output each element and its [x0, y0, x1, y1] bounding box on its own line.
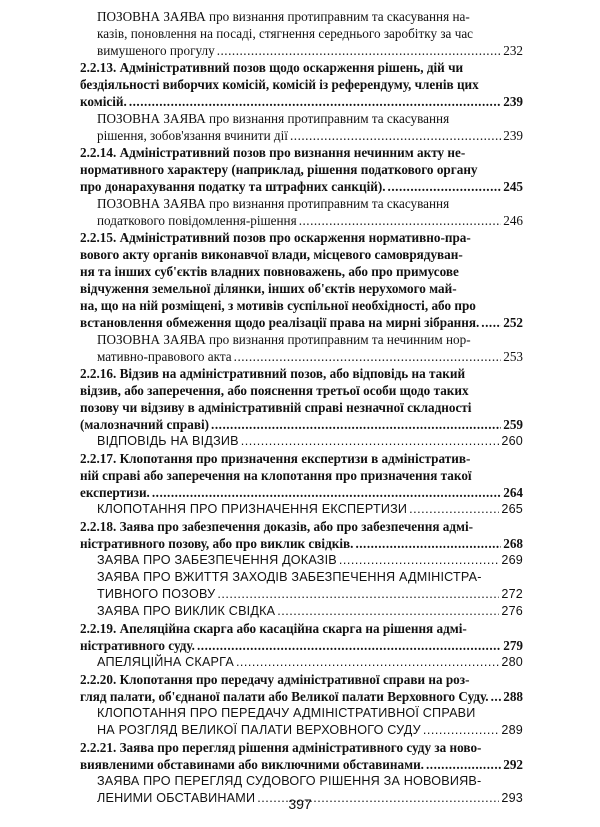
dot-leader	[290, 127, 501, 144]
dot-leader	[388, 178, 502, 195]
toc-page-number: 239	[503, 128, 523, 143]
toc-entry-text: ЗАЯВА ПРО ЗАБЕЗПЕЧЕННЯ ДОКАЗІВ	[97, 553, 337, 567]
toc-entry-text: КЛОПОТАННЯ ПРО ПЕРЕДАЧУ АДМІНІСТРАТИВНОЇ СПРАВИ	[97, 706, 476, 720]
toc-entry-last-line	[97, 212, 523, 229]
toc-entry-text: 2.2.19. Апеляційна скарга або касаційна скарга на рішення адмі-	[80, 621, 467, 636]
dot-leader	[211, 416, 501, 433]
page-number: 397	[288, 796, 312, 812]
toc-page-number: 245	[503, 179, 523, 194]
dot-leader	[129, 93, 501, 110]
dot-leader	[423, 722, 500, 739]
toc-entry-text: ня та інших суб'єктів владних повноважень, або про примусове	[80, 264, 459, 279]
dot-leader	[217, 42, 502, 59]
toc-page-number: 276	[501, 604, 523, 618]
toc-entry-text: ЗАЯВА ПРО ВИКЛИК СВІДКА	[97, 604, 276, 618]
toc-entry-last-line	[97, 127, 523, 144]
toc-page-number: 280	[501, 655, 523, 669]
toc-entry-text: 2.2.16. Відзив на адміністративний позов, або відповідь на такий	[80, 366, 466, 381]
toc-entry-text: ЛЕНИМИ ОБСТАВИНАМИ	[97, 791, 256, 805]
dot-leader	[481, 314, 501, 331]
toc-page-number: 268	[503, 536, 523, 551]
toc-entry-text: 2.2.21. Заява про перегляд рішення адміністративного суду за ново-	[80, 740, 482, 755]
toc-entry-last-line	[97, 501, 523, 518]
toc-entry-last-line	[80, 416, 523, 433]
toc-page-number: 264	[503, 485, 523, 500]
toc-entry-text: ВІДПОВІДЬ НА ВІДЗИВ	[97, 434, 239, 448]
toc-entry-last-line	[80, 484, 523, 501]
toc-entry-text: ПОЗОВНА ЗАЯВА про визнання протиправним та нечинним нор-	[97, 332, 471, 347]
toc-entry-text: 2.2.20. Клопотання про передачу адміністративної справи на роз-	[80, 672, 470, 687]
toc-entry-last-line	[97, 722, 523, 739]
toc-page-number: 289	[501, 723, 523, 737]
toc-entry-last-line	[97, 552, 523, 569]
toc-entry-text: гляд палати, об'єднаної палати або Великої палати Верховного Суду.	[80, 689, 489, 704]
toc-page-number: 260	[501, 434, 523, 448]
toc-entry-text: відчуження земельної ділянки, інших об'єктів нерухомого май-	[80, 281, 457, 296]
toc-entry-text: бездіяльності виборчих комісій, комісій із референдуму, членів цих	[80, 77, 479, 92]
toc-entry-text: експертизи.	[80, 485, 150, 500]
toc-entry-text: 2.2.18. Заява про забезпечення доказів, або про забезпечення адмі-	[80, 519, 474, 534]
toc-entry-text: ністративного позову, або про виклик свідків.	[80, 536, 354, 551]
toc-entry-last-line	[80, 688, 523, 705]
dot-leader	[277, 603, 499, 620]
toc-entry-last-line	[80, 637, 523, 654]
toc-entry-last-line	[80, 314, 523, 331]
toc-page-number: 239	[503, 94, 523, 109]
toc-entry-last-line	[80, 535, 523, 552]
dot-leader	[234, 348, 502, 365]
toc-entry-text: НА РОЗГЛЯД ВЕЛИКОЇ ПАЛАТИ ВЕРХОВНОГО СУДУ	[97, 723, 421, 737]
toc-entry-text: ПОЗОВНА ЗАЯВА про визнання протиправним та скасування	[97, 111, 450, 126]
toc-entry-text: про донарахування податку та штрафних санкцій).	[80, 179, 386, 194]
toc-entry-text: рішення, зобов'язання вчинити дії	[97, 128, 288, 143]
toc-entry-text: 2.2.17. Клопотання про призначення експертизи в адміністратив-	[80, 451, 471, 466]
toc-entry-text: комісій.	[80, 94, 127, 109]
toc-page-number: 272	[501, 587, 523, 601]
toc-entry-last-line	[97, 586, 523, 603]
toc-entry-text: (малозначний справі)	[80, 417, 210, 432]
toc-entry-text: відзив, або заперечення, або пояснення третьої особи щодо таких	[80, 383, 469, 398]
dot-leader	[355, 535, 501, 552]
toc-entry-text: ПОЗОВНА ЗАЯВА про визнання протиправним та скасування	[97, 196, 450, 211]
toc-page-number: 292	[503, 757, 523, 772]
toc-entry-last-line	[97, 654, 523, 671]
toc-entry-text: ПОЗОВНА ЗАЯВА про визнання протиправним та скасування на-	[97, 9, 470, 24]
toc-entry-text: ЗАЯВА ПРО ПЕРЕГЛЯД СУДОВОГО РІШЕННЯ ЗА НОВОВИЯВ-	[97, 774, 482, 788]
dot-leader	[409, 501, 499, 518]
toc-entry-text: виявленими обставинами або виключними обставинами.	[80, 757, 424, 772]
toc-entry-text: позову чи відзиву в адміністративній справі незначної складності	[80, 400, 472, 415]
toc-page-number: 252	[503, 315, 523, 330]
dot-leader	[197, 637, 501, 654]
dot-leader	[491, 688, 502, 705]
toc-entry-text: АПЕЛЯЦІЙНА СКАРГА	[97, 655, 234, 669]
toc-entry-last-line	[80, 756, 523, 773]
toc-page-number: 253	[503, 349, 523, 364]
toc-page-number: 265	[501, 502, 523, 516]
toc-page-number: 259	[503, 417, 523, 432]
toc-entry-text: 2.2.13. Адміністративний позов щодо оскарження рішень, дій чи	[80, 60, 464, 75]
dot-leader	[217, 586, 499, 603]
toc-page-number: 232	[503, 43, 523, 58]
toc-entry-text: казів, поновлення на посаді, стягнення середнього заробітку за час	[97, 26, 474, 41]
toc-entry-text: на, що на ній розміщені, з мотивів суспільної необхідності, або про	[80, 298, 476, 313]
toc-entry-text: встановлення обмеження щодо реалізації права на мирні зібрання.	[80, 315, 480, 330]
dot-leader	[152, 484, 501, 501]
toc-entry-text: вимушеного прогулу	[97, 43, 215, 58]
toc-page-number: 246	[503, 213, 523, 228]
dot-leader	[299, 212, 502, 229]
toc-entry-text: ністративного суду.	[80, 638, 195, 653]
dot-leader	[241, 433, 500, 450]
toc-entry-text: вового акту органів виконавчої влади, місцевого самоврядуван-	[80, 247, 463, 262]
toc-entry-text: 2.2.14. Адміністративний позов про визнання нечинним акту не-	[80, 145, 466, 160]
toc-entry-last-line	[97, 433, 523, 450]
toc-page-number: 293	[501, 791, 523, 805]
toc-entry-last-line	[80, 93, 523, 110]
toc-entry-text: ЗАЯВА ПРО ВЖИТТЯ ЗАХОДІВ ЗАБЕЗПЕЧЕННЯ АДМІНІСТРА-	[97, 570, 482, 584]
toc-page-number: 288	[503, 689, 523, 704]
toc-entry-text: ТИВНОГО ПОЗОВУ	[97, 587, 216, 601]
toc-entry-text: 2.2.15. Адміністративний позов про оскарження нормативно-пра-	[80, 230, 471, 245]
toc-entry-last-line	[80, 178, 523, 195]
toc-entry-text: КЛОПОТАННЯ ПРО ПРИЗНАЧЕННЯ ЕКСПЕРТИЗИ	[97, 502, 408, 516]
dot-leader	[426, 756, 501, 773]
toc-page-number: 279	[503, 638, 523, 653]
toc-page-number: 269	[501, 553, 523, 567]
dot-leader	[236, 654, 499, 671]
toc-entry-last-line	[97, 42, 523, 59]
toc-entry-text: ній справі або заперечення на клопотання про призначення такої	[80, 468, 472, 483]
toc-entry-text: податкового повідомлення-рішення	[97, 213, 297, 228]
toc-entry-last-line	[97, 348, 523, 365]
toc-entry-last-line	[97, 603, 523, 620]
dot-leader	[339, 552, 499, 569]
toc-entry-text: нормативного характеру (наприклад, рішення податкового органу	[80, 162, 478, 177]
toc-entry-text: мативно-правового акта	[97, 349, 232, 364]
